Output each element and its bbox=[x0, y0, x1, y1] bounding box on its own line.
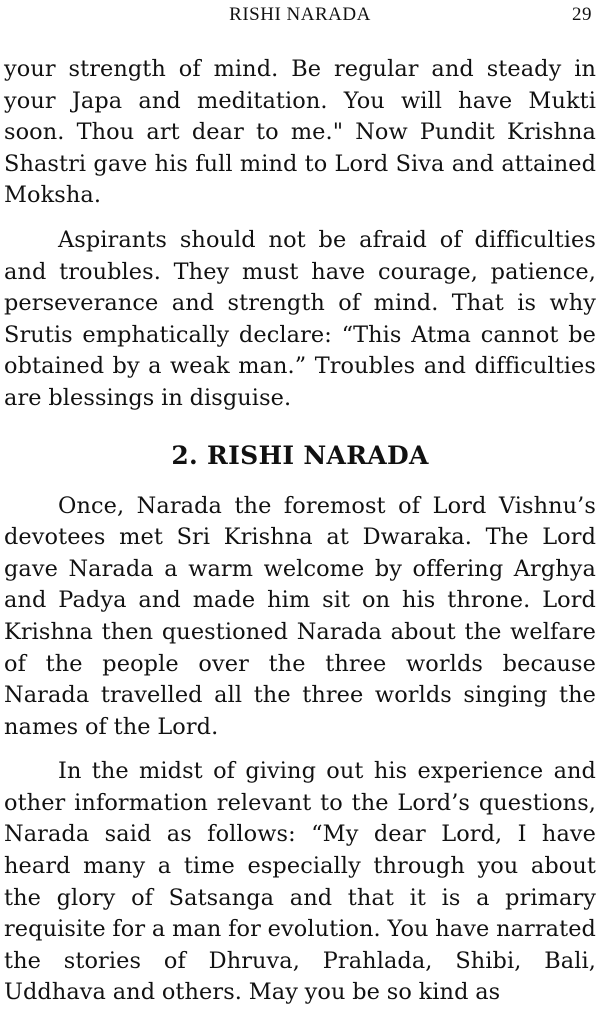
running-head bbox=[0, 4, 600, 28]
paragraph-continued: your strength of mind. Be regular and steady in your Japa and meditation. You will have Mukti soon. Thou art dear to me." Now Pundit Krishna Shastri gave his full mind to Lord Siva and attained Moksha. bbox=[4, 56, 596, 209]
paragraph-aspirants: Aspirants should not be afraid of difficulties and troubles. They must have courage, patience, perseverance and strength of mind. That is why Srutis emphatically declare: “This Atma cannot be obtained by a weak man.” Troubles and difficulties are blessings in disguise. bbox=[4, 226, 596, 411]
paragraph-narada-visit: Once, Narada the foremost of Lord Vishnu’s devotees met Sri Krishna at Dwaraka. The Lord gave Narada a warm welcome by offering Arghya and Padya and made him sit on his throne. Lord Krishna then questioned Narada about the welfare of the people over the three worlds because Narada travelled all the three worlds singing the names of the Lord. bbox=[4, 492, 596, 740]
page-number: 29 bbox=[572, 4, 592, 25]
running-title: RISHI NARADA bbox=[229, 4, 371, 25]
body-text bbox=[4, 54, 596, 1009]
paragraph-narada-speech: In the midst of giving out his experience and other information relevant to the Lord’s questions, Narada said as follows: “My dear Lord, I have heard many a time especially through you about the glory of Satsanga and that it is a primary requisite for a man for evolution. You have narrated the stories of Dhruva, Prahlada, Shibi, Bali, Uddhava and others. May you be so kind as bbox=[4, 758, 596, 1006]
section-heading: 2. RISHI NARADA bbox=[171, 440, 429, 470]
